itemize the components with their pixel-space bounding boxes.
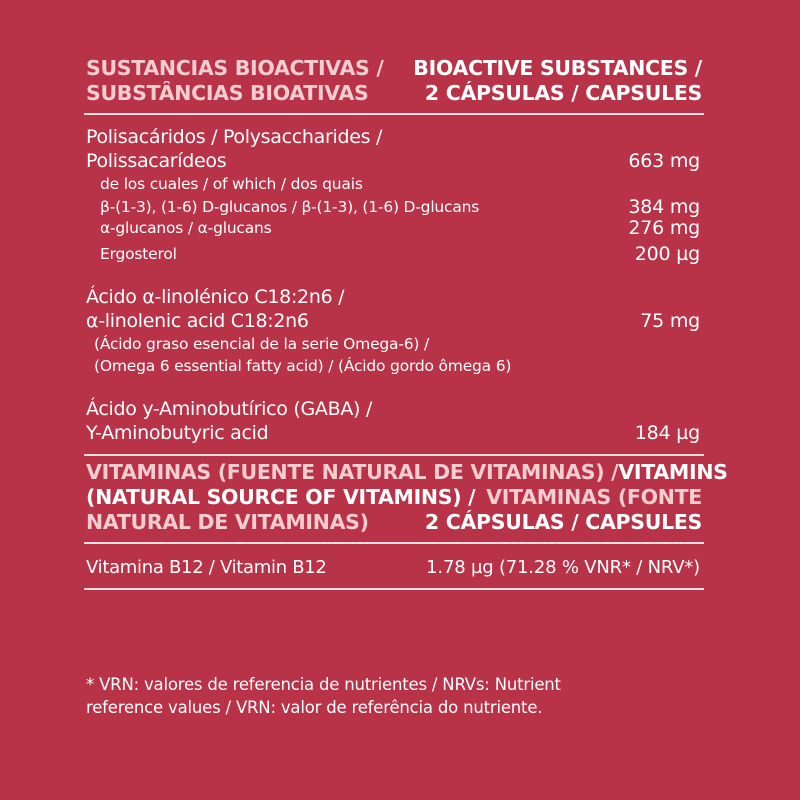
vitamins-header — [86, 460, 728, 535]
vitamins-header-en-a: VITAMINS — [618, 460, 728, 484]
bioactive-header-en: BIOACTIVE SUBSTANCES / — [413, 56, 702, 80]
alpha-glucans-value: 276 mg — [628, 217, 700, 239]
ala-note-line2: (Omega 6 essential fatty acid) / (Ácido gordo ômega 6) — [94, 357, 512, 375]
ala-label-line1: Ácido α-linolénico C18:2n6 / — [86, 286, 345, 308]
polysaccharides-label-line1: Polisacáridos / Polysaccharides / — [86, 126, 383, 148]
vitamins-header-es: VITAMINAS (FUENTE NATURAL DE VITAMINAS) / — [86, 460, 619, 484]
vitamins-serving-header: 2 CÁPSULAS / CAPSULES — [424, 510, 702, 534]
polysaccharides-label-line2: Polissacarídeos — [86, 150, 227, 172]
nutrition-table — [86, 56, 728, 590]
alpha-glucans-label: α-glucanos / α-glucans — [100, 219, 272, 237]
polysaccharides-value: 663 mg — [628, 150, 700, 172]
bioactive-header-pt: SUBSTÂNCIAS BIOATIVAS — [86, 81, 369, 105]
footnote-line1: * VRN: valores de referencia de nutrientes / NRVs: Nutrient — [86, 675, 561, 694]
gaba-label-line1: Ácido y-Aminobutírico (GABA) / — [86, 398, 372, 420]
divider — [84, 113, 704, 115]
divider — [84, 588, 704, 590]
vitamins-header-en-b: (NATURAL SOURCE OF VITAMINS) / — [86, 485, 476, 509]
polysaccharides-block — [86, 125, 702, 265]
ergosterol-value: 200 µg — [634, 243, 700, 265]
b12-label: Vitamina B12 / Vitamin B12 — [86, 557, 327, 578]
ala-label-line2: α-linolenic acid C18:2n6 — [86, 310, 309, 332]
footnote-line2: reference values / VRN: valor de referência do nutriente. — [86, 698, 543, 717]
ala-note-line1: (Ácido graso esencial de la serie Omega-6) / — [94, 335, 429, 353]
gaba-block — [86, 397, 702, 445]
of-which-label: de los cuales / of which / dos quais — [100, 175, 363, 193]
ala-block — [86, 285, 702, 377]
beta-glucans-label: β-(1-3), (1-6) D-glucanos / β-(1-3), (1-6) D-glucans — [100, 198, 480, 216]
bioactive-header — [86, 56, 702, 106]
divider — [84, 542, 704, 544]
ala-value: 75 mg — [640, 310, 700, 332]
b12-value: 1.78 µg (71.28 % VNR* / NRV*) — [426, 557, 700, 578]
b12-row — [86, 556, 702, 580]
divider — [84, 454, 704, 456]
ergosterol-label: Ergosterol — [100, 245, 177, 263]
vitamins-header-pt-b: NATURAL DE VITAMINAS) — [86, 510, 369, 534]
bioactive-header-es: SUSTANCIAS BIOACTIVAS / — [86, 56, 384, 80]
footnote — [86, 673, 706, 719]
serving-header: 2 CÁPSULAS / CAPSULES — [424, 81, 702, 105]
gaba-value: 184 µg — [634, 422, 700, 444]
beta-glucans-value: 384 mg — [628, 196, 700, 218]
vitamins-header-pt-a: VITAMINAS (FONTE — [486, 485, 702, 509]
gaba-label-line2: Y-Aminobutyric acid — [86, 422, 269, 444]
